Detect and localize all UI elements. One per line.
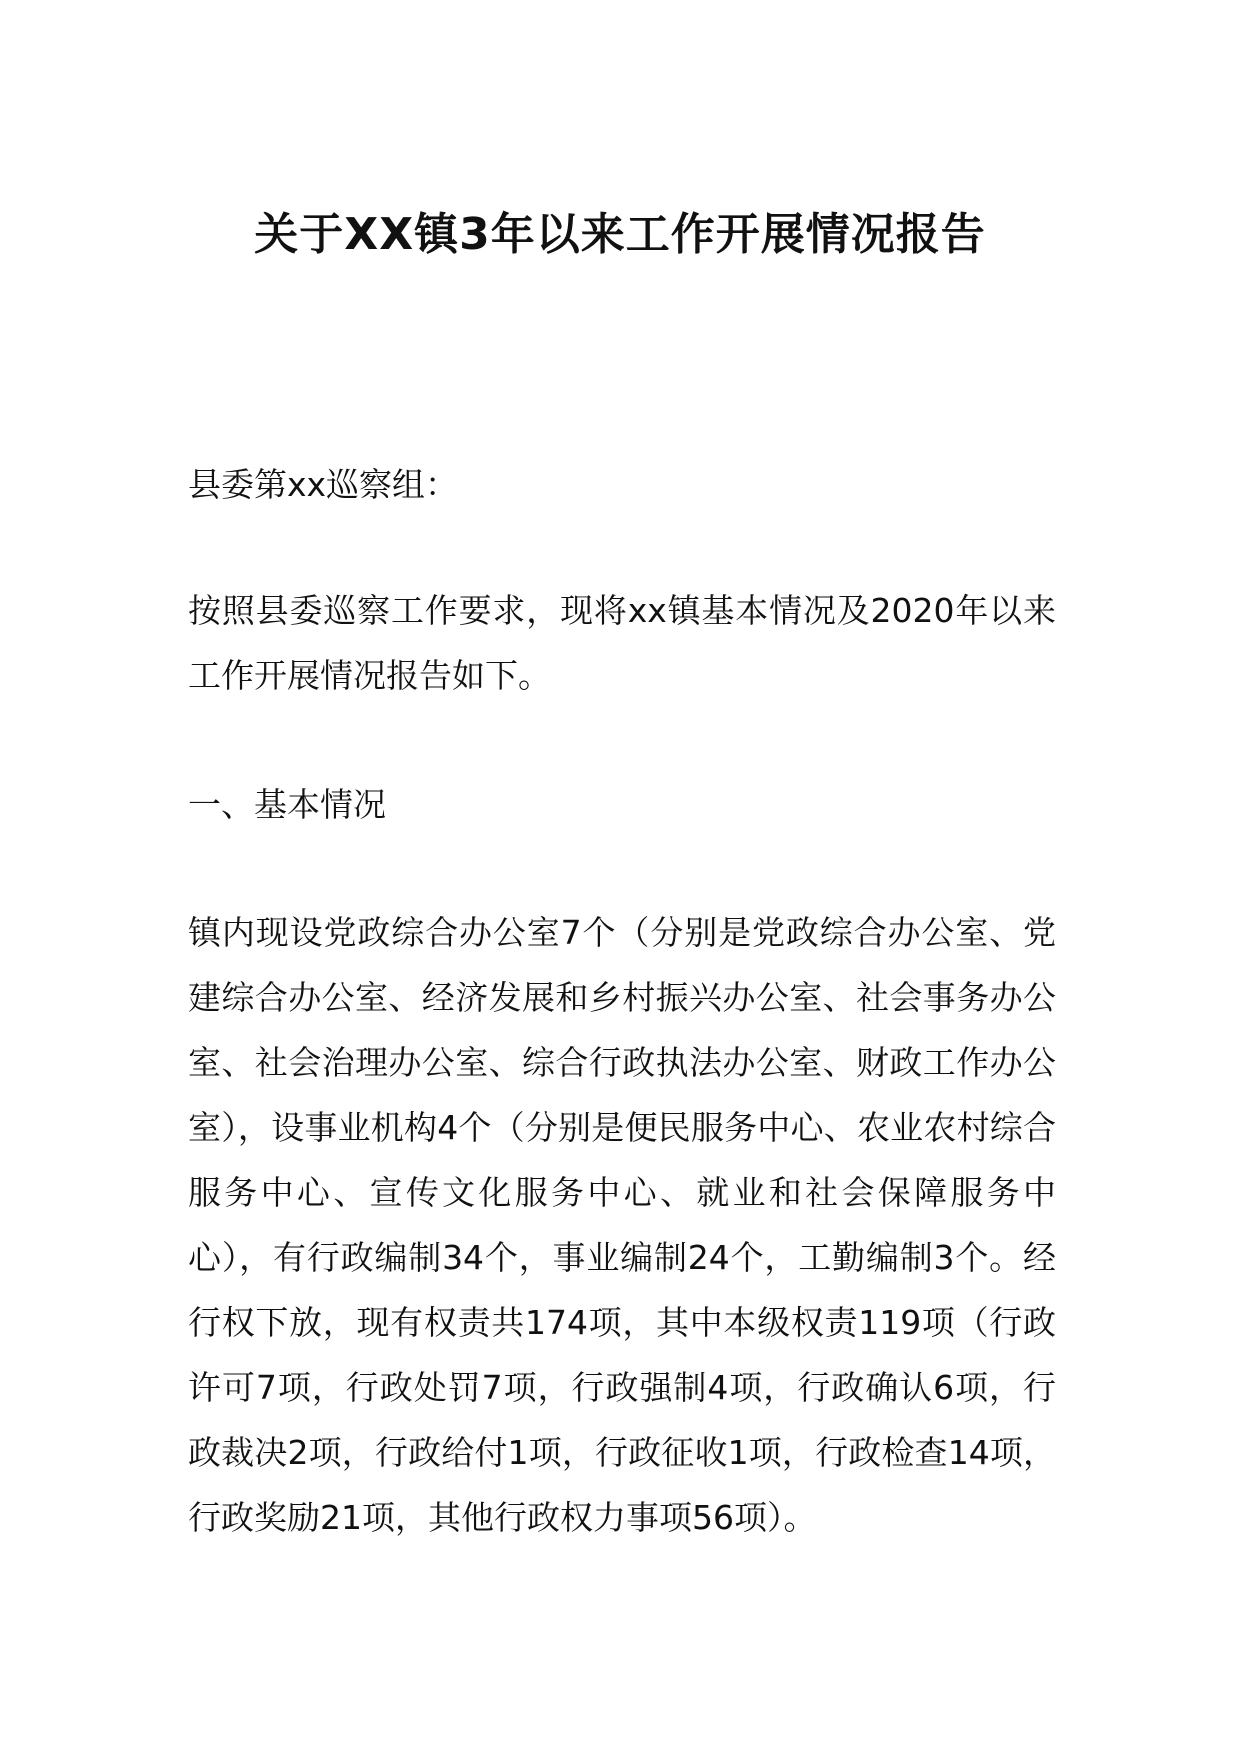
document-title: 关于XX镇3年以来工作开展情况报告 — [254, 209, 986, 260]
section-heading: 一、基本情况 — [188, 785, 386, 824]
salutation: 县委第xx巡察组： — [188, 465, 459, 504]
intro-paragraph: 按照县委巡察工作要求，现将xx镇基本情况及2020年以来工作开展情况报告如下。 — [188, 591, 1056, 695]
body-paragraph: 镇内现设党政综合办公室7个（分别是党政综合办公室、党建综合办公室、经济发展和乡村振兴办公室、社会事务办公室、社会治理办公室、综合行政执法办公室、财政工作办公室），设事业机构4个（分别是便民服务中心、农业农村综合服务中心、宣传文化服务中心、就业和社会保障服务中心），有行政编制34个，事业编制24个，工勤编制3个。经行权下放，现有权责共174项，其中本级权责119项（行政许可7项，行政处罚7项，行政强制4项，行政确认6项，行政裁决2项，行政给付1项，行政征收1项，行政检查14项，行政奖励21项，其他行政权力事项56项）。 — [188, 913, 1056, 1537]
